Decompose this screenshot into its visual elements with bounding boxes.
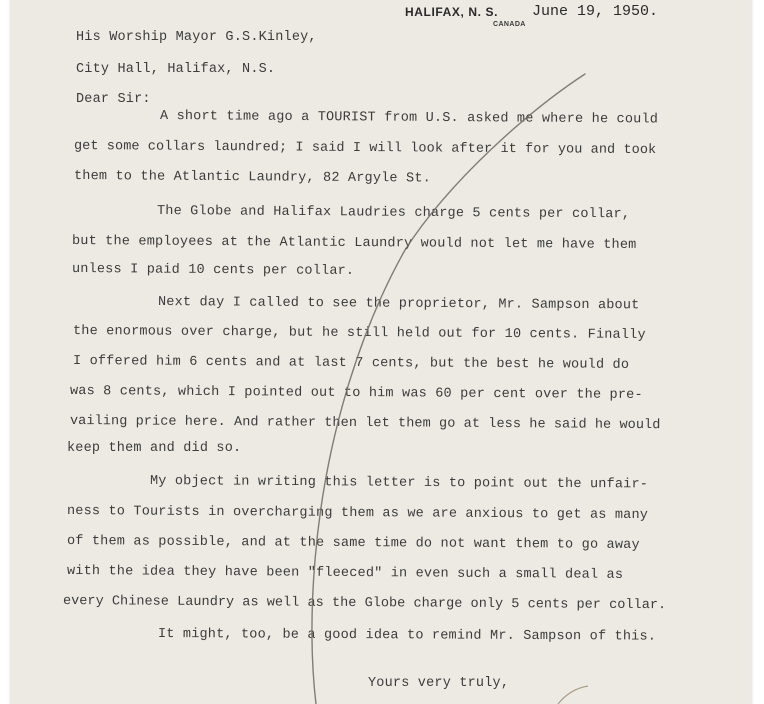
body-line: the enormous over charge, but he still held out for 10 cents. Finally [72,324,646,343]
body-line: get some collars laundred; I said I will look after it for you and took [73,139,657,159]
letterhead-country: CANADA [493,21,526,28]
body-line: ness to Tourists in overcharging them as we are anxious to get as many [66,504,649,524]
body-line: My object in writing this letter is to point out the unfair- [149,474,649,493]
address-line-2: City Hall, Halifax, N.S. [76,62,276,77]
body-line: but the employees at the Atlantic Laundry would not let me have them [71,234,637,253]
body-line: It might, too, be a good idea to remind Mr. Sampson of this. [157,627,657,645]
body-line: Next day I called to see the proprietor, Mr. Sampson about [157,295,640,314]
body-line: with the idea they have been "fleeced" in even such a small deal as [66,564,624,583]
body-line: of them as possible, and at the same time do not want them to go away [66,534,640,553]
body-line: unless I paid 10 cents per collar. [71,262,355,279]
letterhead-city: HALIFAX, N. S. [405,5,499,19]
letter-date: June 19, 1950. [532,3,659,20]
body-line: vailing price here. And rather then let them go at less he said he would [69,414,661,434]
closing: Yours very truly, [368,676,510,691]
body-line: I offered him 6 cents and at last 7 cents, but the best he would do [72,354,630,373]
body-line: every Chinese Laundry as well as the Globe charge only 5 cents per collar. [62,594,667,614]
body-line: was 8 cents, which I pointed out to him was 60 per cent over the pre- [69,384,643,403]
letter-page [10,0,752,704]
salutation: Dear Sir: [76,92,151,107]
body-line: A short time ago a TOURIST from U.S. asked me where he could [159,109,659,128]
body-line: keep them and did so. [67,441,242,456]
body-line: them to the Atlantic Laundry, 82 Argyle St. [73,169,432,187]
body-line: The Globe and Halifax Laudries charge 5 cents per collar, [156,204,631,223]
address-line-1: His Worship Mayor G.S.Kinley, [76,30,317,45]
